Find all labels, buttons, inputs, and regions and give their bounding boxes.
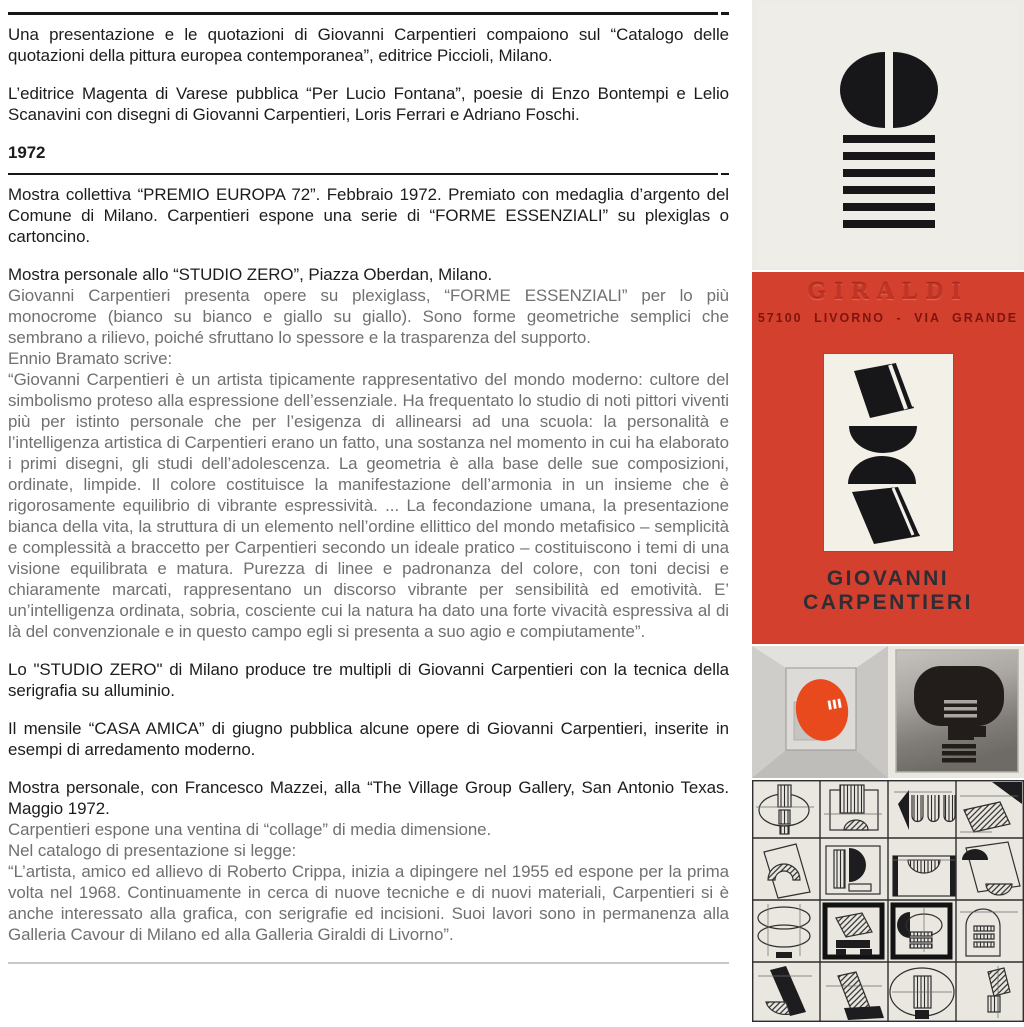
paragraph: Il mensile “CASA AMICA” di giugno pubblica alcune opere di Giovanni Carpentieri, inserite in esempi di arredamento moderno. (8, 719, 729, 760)
paragraph: “Giovanni Carpentieri è un artista tipicamente rappresentativo del mondo moderno: cultore del simbolismo proteso alla espressione dell’essenziale. Ha frequentato lo studio di noti pittori viventi più per istinto personale che per l’esigenza di allinearsi ad una scuola: la personalità e l’intelligenza artistica di Carpentieri erano un fatto, una sostanza nel momento in cui ha elaborato i primi disegni, gli studi dell’adolescenza. La geometria è alla base delle sue composizioni, ordinate, limpide. Il colore costituisce la manifestazione dell’armonia in un insieme che è rigorosamente equilibrio di vibrante espressività. ... La fecondazione umana, la presentazione bianca della vita, la struttura di un elemento nell’ordine ellittico del mondo metafisico – semplicità e complessità a braccetto per Carpentieri secondo un ideale pratico – costituiscono i temi di una visione equilibrata e matura. Purezza di linee e padronanza del colore, con toni decisi e chiaramente marcati, rappresentano un discorso vibrante per sensibilità ed emotività. E’ un’intelligenza ordinata, sobria, cosciente cui la natura ha dato una forte vivacità espressiva al di là del convenzionale e in questo campo egli si presenta a suo agio e compiutamente”. (8, 370, 729, 642)
year-heading: 1972 (8, 142, 46, 162)
multiples-photo (752, 646, 1024, 778)
multiples-photo-graphic (752, 646, 1024, 778)
poster-artist-name (752, 567, 1024, 615)
poster-address: 57100 LIVORNO - VIA GRANDE (757, 311, 1019, 325)
poster-artwork-card (824, 354, 953, 551)
paragraph: Mostra personale, con Francesco Mazzei, alla “The Village Group Gallery, San Antonio Texas. Maggio 1972. (8, 778, 729, 819)
aluminum-multiple-artwork (888, 646, 1024, 778)
paragraph: Ennio Bramato scrive: (8, 349, 173, 369)
bottom-rule (8, 962, 729, 964)
section-rule (8, 173, 729, 176)
paragraph: Carpentieri espone una ventina di “collage” di media dimensione. (8, 820, 492, 840)
poster-card-graphic (824, 354, 953, 551)
section-rule (8, 12, 729, 15)
collage-grid-drawings (752, 780, 1024, 1022)
artist-first-name: GIOVANNI (826, 567, 950, 590)
image-column (752, 0, 1024, 1022)
artwork-split-circle-bars (752, 0, 1024, 270)
giraldi-gallery-poster (752, 272, 1024, 644)
giraldi-embossed-title: GIRALDI (807, 279, 969, 305)
paragraph: Una presentazione e le quotazioni di Giovanni Carpentieri compaiono sul “Catalogo delle quotazioni della pittura europea contemporanea”, editrice Piccioli, Milano. (8, 24, 729, 65)
paragraph: Giovanni Carpentieri presenta opere su plexiglass, “FORME ESSENZIALI” per lo più monocrome (bianco su bianco e giallo su giallo). Sono forme geometriche semplici che sembrano a rilievo, poiché sfruttano lo spessore e la trasparenza del supporto. (8, 286, 729, 348)
paragraph: “L’artista, amico ed allievo di Roberto Crippa, inizia a dipingere nel 1955 ed espone per la prima volta nel 1968. Continuamente in cerca di nuove tecniche e di nuovi materiali, Carpentieri si è anche interessato alla grafica, con serigrafie ed incisioni. Suoi lavori sono in permanenza alla Galleria Cavour di Milano ed alla Galleria Giraldi di Livorno”. (8, 862, 729, 945)
paragraph: L’editrice Magenta di Varese pubblica “Per Lucio Fontana”, poesie di Enzo Bontempi e Lelio Scanavini con disegni di Giovanni Carpentieri, Loris Ferrari e Adriano Foschi. (8, 83, 729, 124)
paragraph: Mostra personale allo “STUDIO ZERO”, Piazza Oberdan, Milano. (8, 265, 493, 285)
artist-last-name: CARPENTIERI (803, 591, 973, 614)
paragraph: Nel catalogo di presentazione si legge: (8, 841, 297, 861)
orange-multiple-artwork (752, 646, 888, 778)
paragraph: Lo "STUDIO ZERO" di Milano produce tre multipli di Giovanni Carpentieri con la tecnica della serigrafia su alluminio. (8, 660, 729, 701)
paragraph: Mostra collettiva “PREMIO EUROPA 72”. Febbraio 1972. Premiato con medaglia d’argento del Comune di Milano. Carpentieri espone una serie di “FORME ESSENZIALI” su plexiglas o cartoncino. (8, 185, 729, 247)
collage-grid-graphic (752, 780, 1024, 1022)
article-text-column (8, 0, 729, 1022)
split-circle-bars-graphic (752, 0, 1024, 270)
